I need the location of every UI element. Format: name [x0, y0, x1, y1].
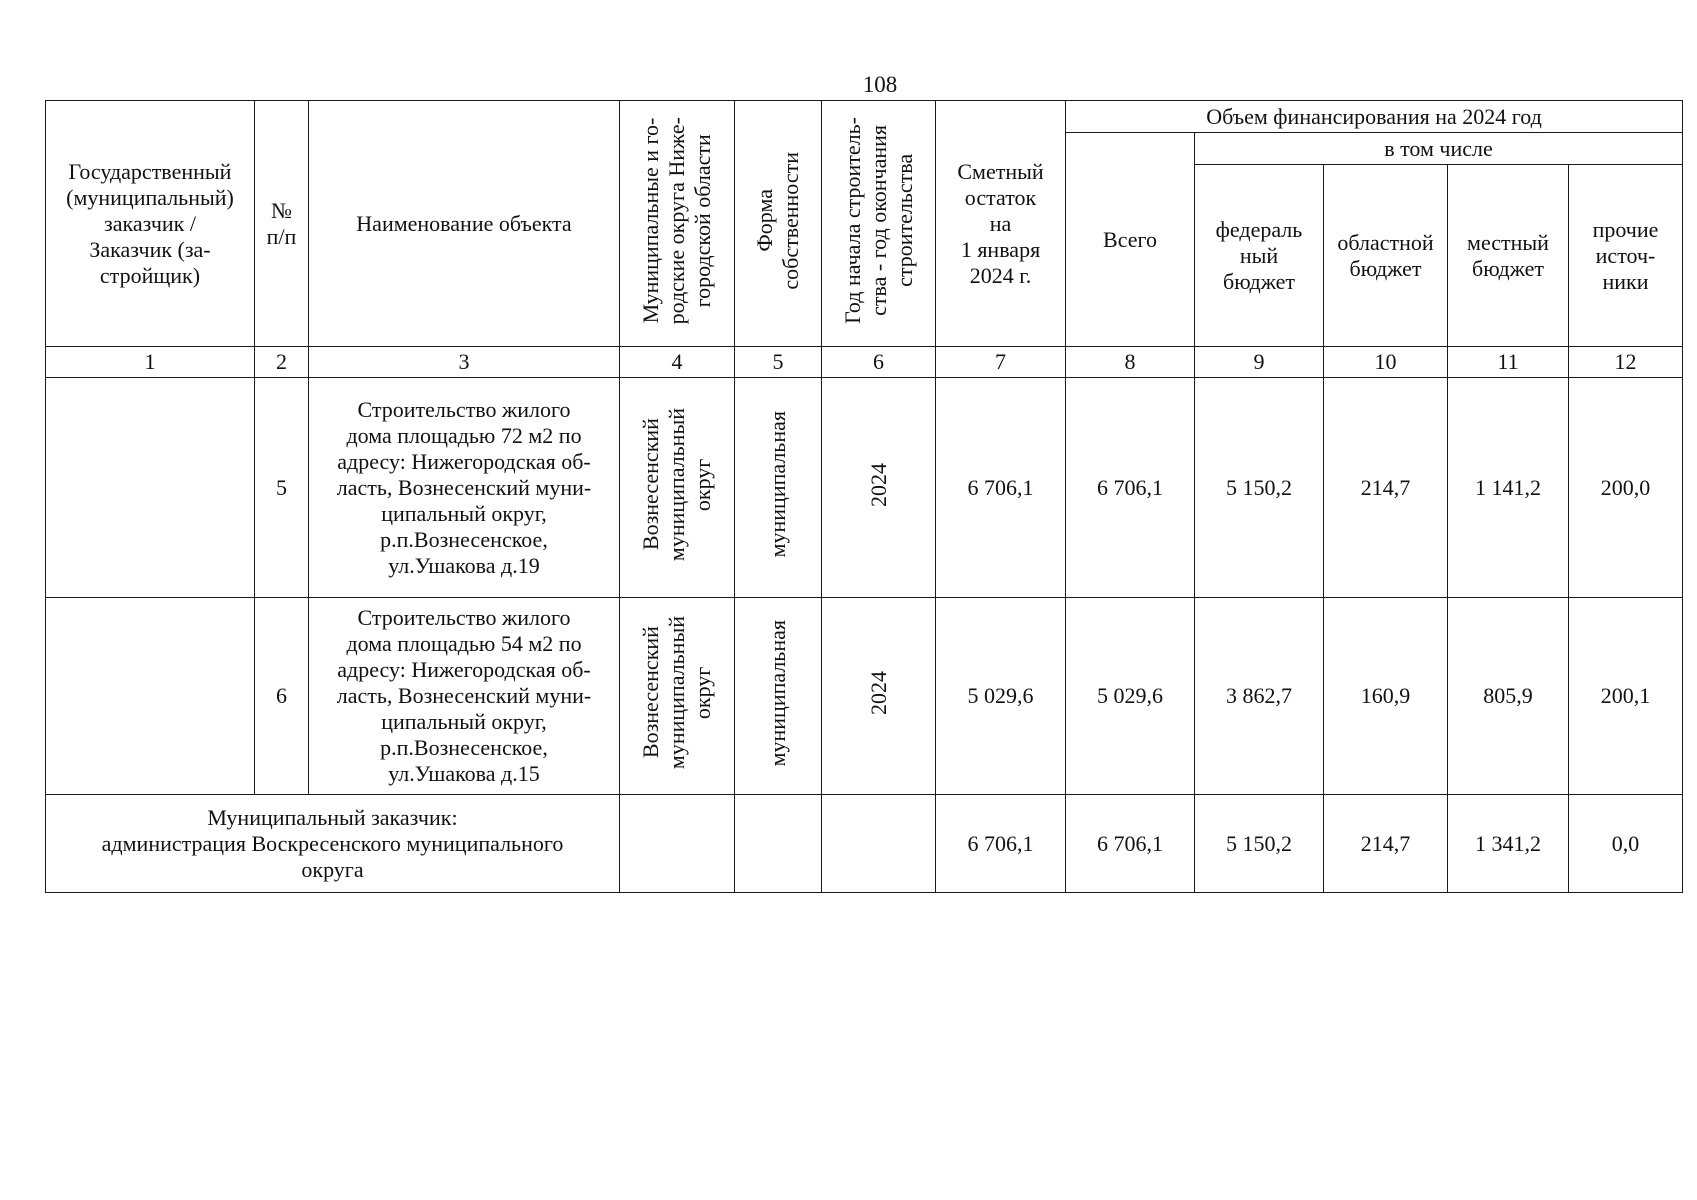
- page-number: 108: [862, 72, 898, 97]
- summary-federal: 5 150,2: [1195, 795, 1324, 893]
- header-funding-title: Объем финансирования на 2024 год: [1066, 101, 1683, 133]
- header-number: № п/п: [255, 101, 309, 347]
- header-ownership: [735, 101, 822, 347]
- summary-other: 0,0: [1569, 795, 1683, 893]
- column-number: 7: [936, 347, 1066, 378]
- header-district-text: Муниципальные и го- родские округа Ниже- городской области: [638, 116, 715, 325]
- column-numbers-row: [46, 347, 1683, 378]
- summary-local: 1 341,2: [1448, 795, 1569, 893]
- row-ownership-text: муниципальная: [765, 619, 790, 767]
- row-total: 6 706,1: [1066, 378, 1195, 598]
- header-row-1: [46, 101, 1683, 133]
- header-years: [822, 101, 936, 347]
- row-number: 6: [255, 598, 309, 795]
- column-number: 9: [1195, 347, 1324, 378]
- row-district-text: Вознесенский муниципальный округ: [638, 407, 715, 562]
- row-number: 5: [255, 378, 309, 598]
- column-number: 3: [309, 347, 620, 378]
- row-object-name: Строительство жилого дома площадью 72 м2 по адресу: Нижегородская об- ласть, Вознесенский муни- ципальный округ, р.п.Вознесенское, ул.Ушакова д.19: [309, 378, 620, 598]
- summary-total: 6 706,1: [1066, 795, 1195, 893]
- header-including: в том числе: [1195, 133, 1683, 165]
- column-number: 11: [1448, 347, 1569, 378]
- header-customer: Государственный (муниципальный) заказчик / Заказчик (за- стройщик): [46, 101, 255, 347]
- column-number: 10: [1324, 347, 1448, 378]
- summary-years: [822, 795, 936, 893]
- row-ownership: [735, 598, 822, 795]
- row-years: [822, 378, 936, 598]
- summary-label: Муниципальный заказчик: администрация Воскресенского муниципального округа: [46, 795, 620, 893]
- row-years-text: 2024: [865, 671, 891, 715]
- row-district: [620, 378, 735, 598]
- summary-row: [46, 795, 1683, 893]
- header-local: местный бюджет: [1448, 165, 1569, 347]
- row-ownership: [735, 378, 822, 598]
- header-estimated-balance: Сметный остаток на 1 января 2024 г.: [936, 101, 1066, 347]
- header-federal: федераль ный бюджет: [1195, 165, 1324, 347]
- header-regional: областной бюджет: [1324, 165, 1448, 347]
- row-object-name: Строительство жилого дома площадью 54 м2 по адресу: Нижегородская об- ласть, Вознесенский муни- ципальный округ, р.п.Вознесенское, ул.Ушакова д.15: [309, 598, 620, 795]
- header-total: Всего: [1066, 133, 1195, 347]
- row-regional: 214,7: [1324, 378, 1448, 598]
- row-ownership-text: муниципальная: [765, 411, 790, 558]
- column-number: 4: [620, 347, 735, 378]
- row-federal: 5 150,2: [1195, 378, 1324, 598]
- row-estimated-balance: 5 029,6: [936, 598, 1066, 795]
- row-district-text: Вознесенский муниципальный округ: [638, 616, 715, 770]
- column-number: 8: [1066, 347, 1195, 378]
- column-number: 5: [735, 347, 822, 378]
- row-federal: 3 862,7: [1195, 598, 1324, 795]
- column-number: 6: [822, 347, 936, 378]
- header-ownership-text: Форма собственности: [752, 151, 803, 290]
- header-other: прочие источ- ники: [1569, 165, 1683, 347]
- summary-district: [620, 795, 735, 893]
- summary-regional: 214,7: [1324, 795, 1448, 893]
- header-district: [620, 101, 735, 347]
- summary-estimated-balance: 6 706,1: [936, 795, 1066, 893]
- row-total: 5 029,6: [1066, 598, 1195, 795]
- row-local: 1 141,2: [1448, 378, 1569, 598]
- row-other: 200,0: [1569, 378, 1683, 598]
- summary-ownership: [735, 795, 822, 893]
- column-number: 1: [46, 347, 255, 378]
- row-estimated-balance: 6 706,1: [936, 378, 1066, 598]
- row-customer: [46, 598, 255, 795]
- table-row: [46, 598, 1683, 795]
- row-years-text: 2024: [865, 462, 891, 507]
- row-years: [822, 598, 936, 795]
- financing-table: [45, 100, 1683, 893]
- row-local: 805,9: [1448, 598, 1569, 795]
- header-object-name: Наименование объекта: [309, 101, 620, 347]
- row-regional: 160,9: [1324, 598, 1448, 795]
- column-number: 2: [255, 347, 309, 378]
- table-row: [46, 378, 1683, 598]
- row-district: [620, 598, 735, 795]
- header-years-text: Год начала строитель- ства - год окончания строительства: [839, 117, 917, 324]
- row-other: 200,1: [1569, 598, 1683, 795]
- row-customer: [46, 378, 255, 598]
- column-number: 12: [1569, 347, 1683, 378]
